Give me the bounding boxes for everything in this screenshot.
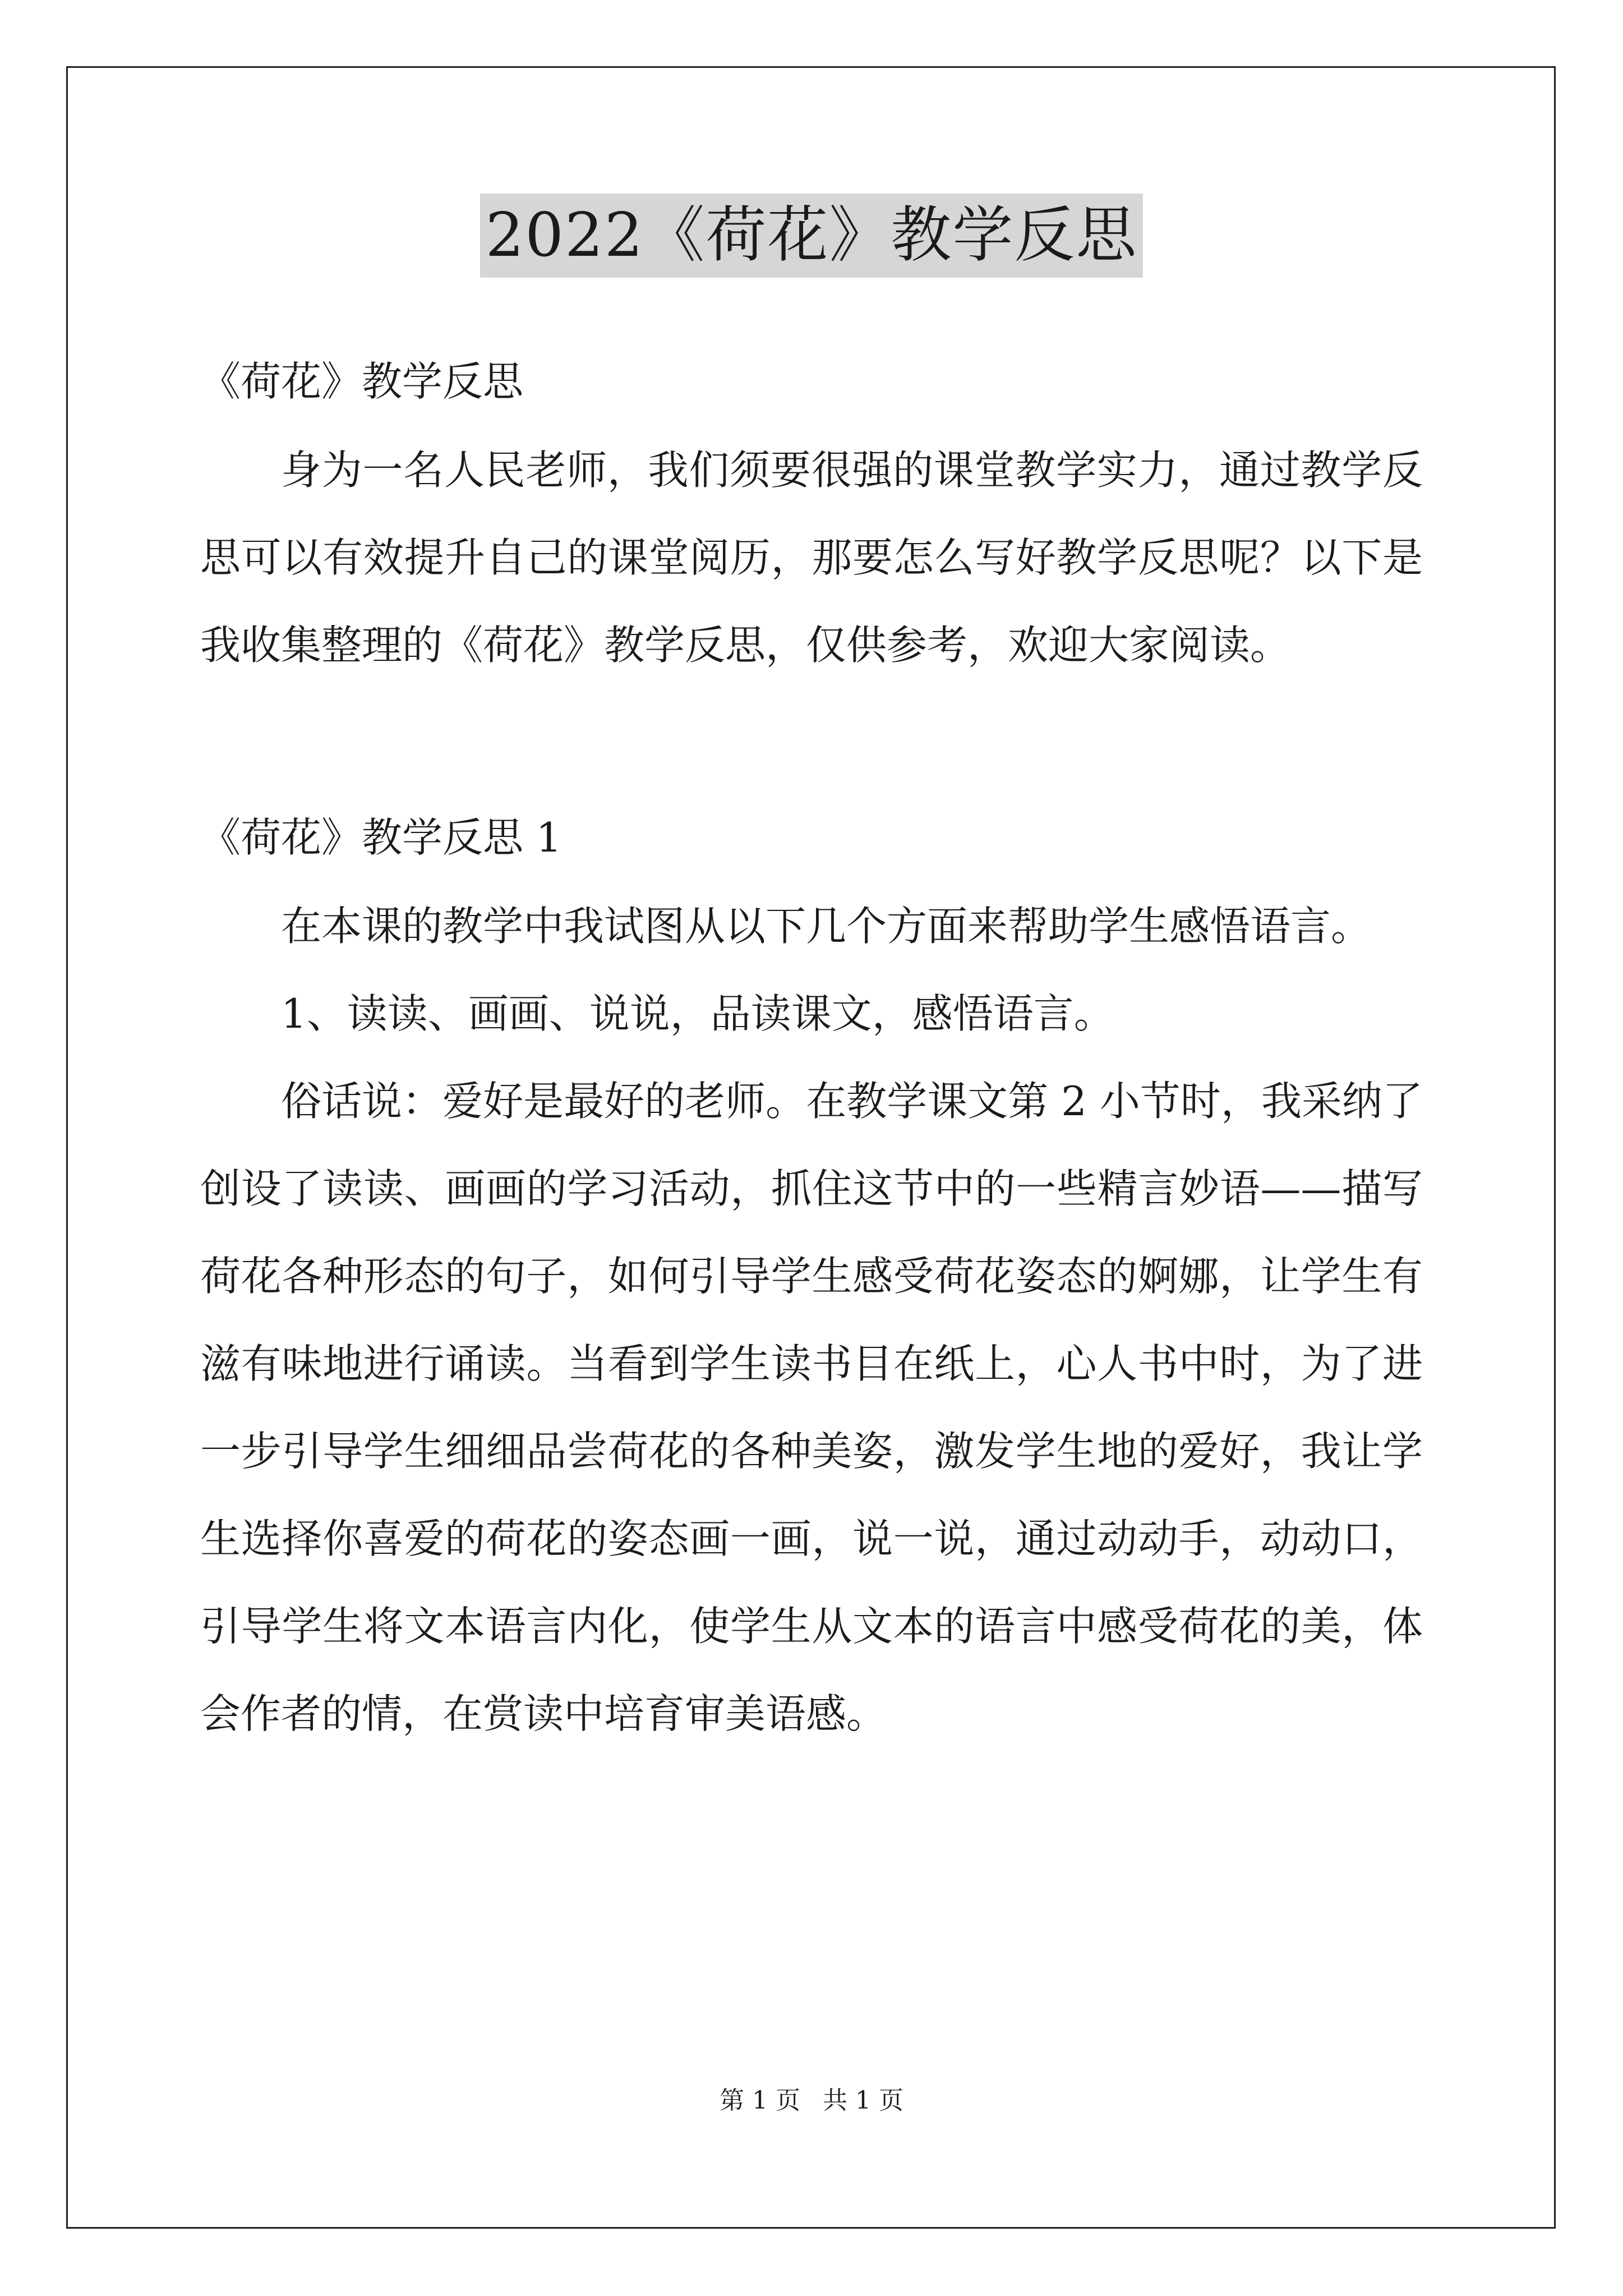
subtitle: 《荷花》教学反思 (200, 358, 524, 405)
document-body (200, 337, 1423, 1757)
body-paragraph: 在本课的教学中我试图从以下几个方面来帮助学生感悟语言。 (281, 903, 1372, 950)
section-spacer (200, 689, 1423, 793)
section-heading: 《荷花》教学反思 1 (200, 814, 562, 861)
intro-paragraph: 身为一名人民老师，我们须要很强的课堂教学实力，通过教学反思可以有效提升自己的课堂阅历，那要怎么写好教学反思呢？以下是我收集整理的《荷花》教学反思，仅供参考，欢迎大家阅读。 (200, 447, 1423, 669)
title-container (0, 194, 1623, 278)
body-paragraph: 俗话说：爱好是最好的老师。在教学课文第 2 小节时，我采纳了创设了读读、画画的学习活动，抓住这节中的一些精言妙语——描写荷花各种形态的句子，如何引导学生感受荷花姿态的婀娜，让学生有滋有味地进行诵读。当看到学生读书目在纸上，心人书中时，为了进一步引导学生细细品尝荷花的各种美姿，激发学生地的爱好，我让学生选择你喜爱的荷花的姿态画一画，说一说，通过动动手，动动口，引导学生将文本语言内化，使学生从文本的语言中感受荷花的美，体会作者的情，在赏读中培育审美语感。 (200, 1078, 1423, 1737)
body-paragraph: 1、读读、画画、说说，品读课文，感悟语言。 (281, 990, 1114, 1037)
page-footer (0, 2084, 1623, 2118)
page-number: 第 1 页 (720, 2086, 800, 2115)
document-title: 2022《荷花》教学反思 (480, 194, 1144, 278)
page-total: 共 1 页 (823, 2086, 903, 2115)
